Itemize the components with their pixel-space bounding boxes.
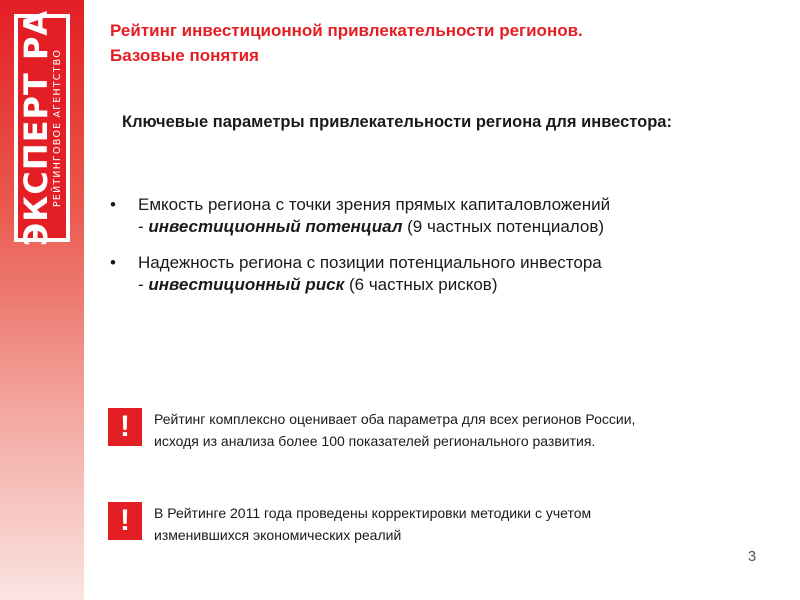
logo [14, 9, 70, 247]
bullet-emphasis: инвестиционный потенциал [148, 217, 403, 236]
exclamation-icon: ! [108, 408, 142, 446]
bullet-emphasis: инвестиционный риск [148, 275, 345, 294]
bullet-text-line-1: Емкость региона с точки зрения прямых капиталовложений [138, 195, 611, 214]
bullet-list [110, 194, 790, 310]
note-line-1: Рейтинг комплексно оценивает оба параметра для всех регионов России, [154, 411, 636, 427]
note-line-2: изменившихся экономических реалий [154, 527, 402, 543]
slide-title [110, 18, 770, 68]
bullet-prefix: - [138, 217, 149, 236]
note-line-1: В Рейтинге 2011 года проведены корректировки методики с учетом [154, 505, 592, 521]
logo-text [17, 9, 64, 247]
bullet-suffix: (6 частных рисков) [344, 275, 498, 294]
bullet-text-line-1: Надежность региона с позиции потенциального инвестора [138, 253, 602, 272]
subheading: Ключевые параметры привлекательности региона для инвестора: [122, 113, 672, 131]
bullet-suffix: (9 частных потенциалов) [402, 217, 605, 236]
bullet-text-line-2 [138, 274, 790, 296]
sidebar-gradient [0, 0, 84, 600]
logo-main-text: ЭКСПЕРТ РА [17, 9, 55, 247]
note-line-2: исходя из анализа более 100 показателей регионального развития. [154, 433, 596, 449]
page-number: 3 [747, 548, 757, 565]
slide-title-line-1: Рейтинг инвестиционной привлекательности регионов. [110, 21, 583, 40]
slide-title-line-2: Базовые понятия [110, 46, 259, 65]
bullet-item [110, 194, 790, 238]
logo-background [17, 9, 66, 247]
bullet-item [110, 252, 790, 296]
bullet-dot: • [110, 253, 116, 272]
logo-sub-text: РЕЙТИНГОВОЕ АГЕНТСТВО [52, 48, 63, 208]
bullet-text-line-2 [138, 216, 790, 238]
note-text [154, 502, 784, 546]
exclamation-icon: ! [108, 502, 142, 540]
note-text [154, 408, 784, 452]
bullet-dot: • [110, 195, 116, 214]
bullet-prefix: - [138, 275, 149, 294]
